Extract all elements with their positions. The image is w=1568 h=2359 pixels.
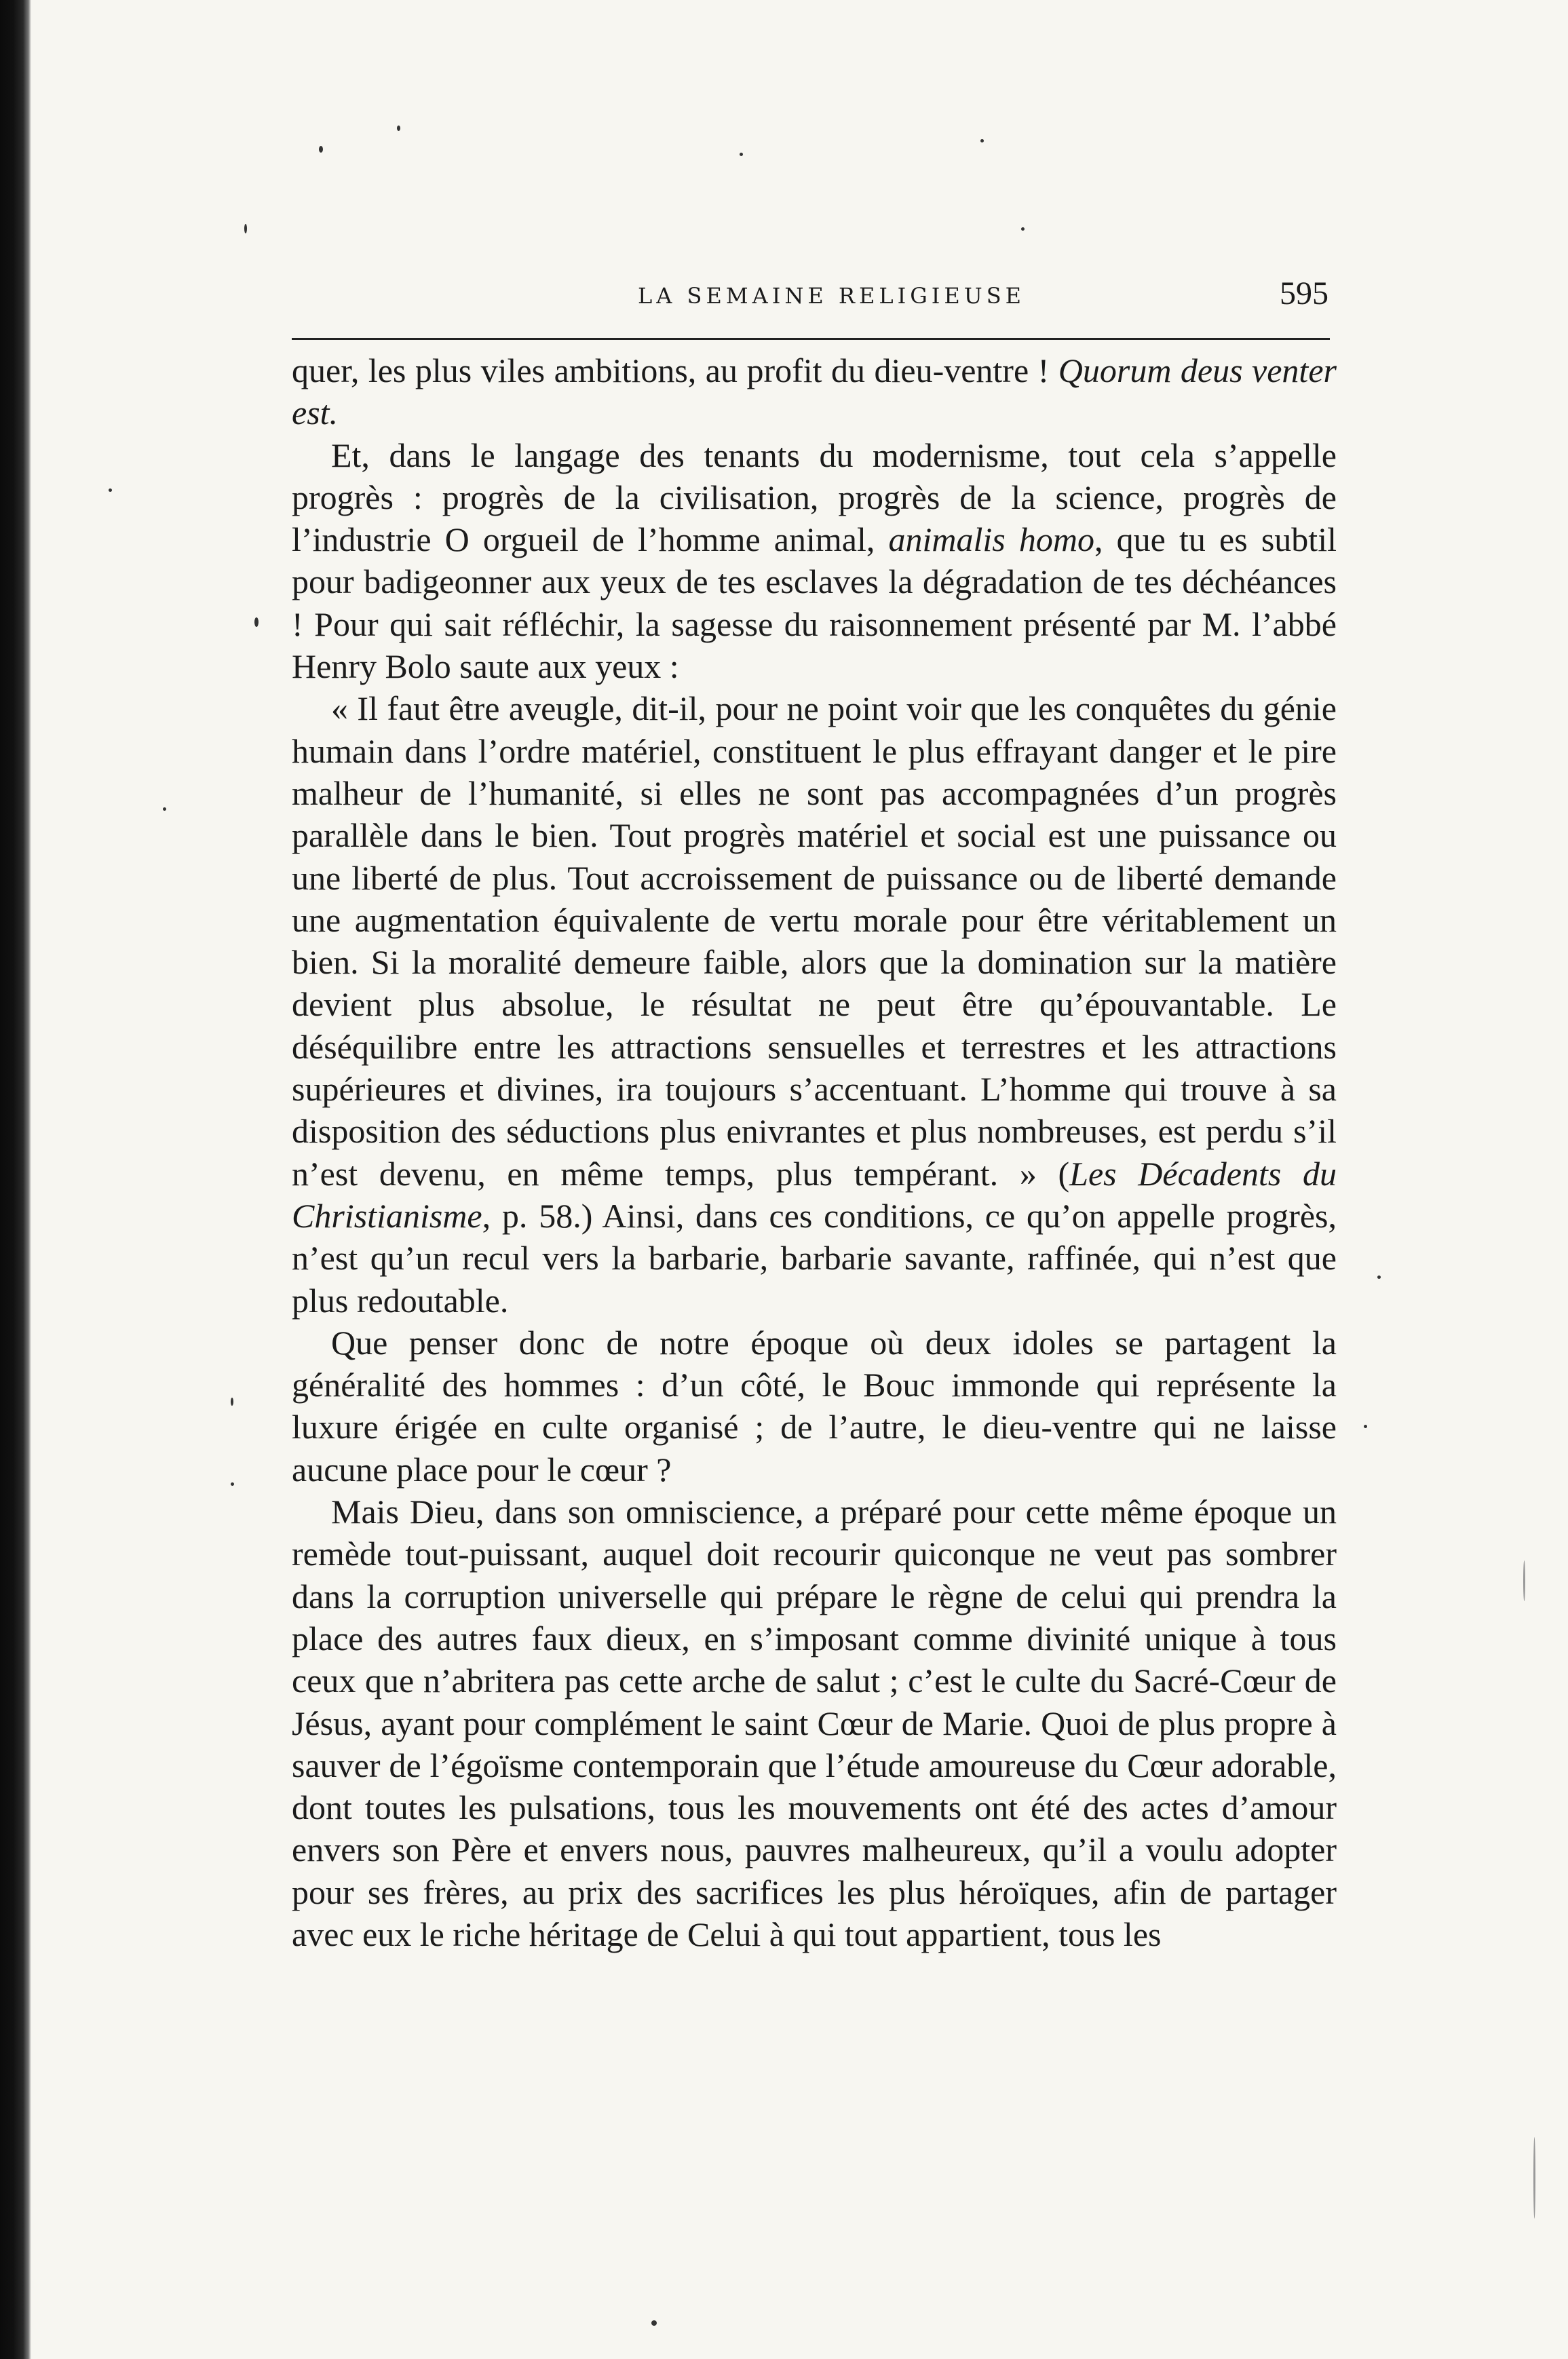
book-citation: Les Décadents du Christianisme [292,1154,1337,1235]
paragraph [292,1491,1337,1955]
paragraph-text: Et, dans le langage des tenants du modernisme, tout cela s’appelle progrès : progrès de la civilisation, progrès de la science, progrès de l’industrie O orgueil de l’homme animal, [292,436,1337,559]
scan-speck [231,1398,233,1406]
paragraph-text: , que tu es subtil pour badigeonner aux yeux de tes esclaves la dégradation de tes déchéances ! Pour qui sait réfléchir, la sagesse du raisonnement présenté par M. l’abbé Henry Bolo saute aux yeux : [292,520,1337,686]
scan-speck [740,153,743,156]
paragraph [292,1322,1337,1491]
paragraph [292,434,1337,688]
scan-speck [1533,2137,1535,2219]
page-header [285,275,1337,329]
scan-speck [980,139,984,142]
scan-speck [254,617,259,627]
book-binding-edge [0,0,31,2359]
scan-speck [244,224,247,233]
latin-phrase: animalis homo [888,520,1095,559]
scan-speck [1523,1560,1525,1601]
paragraph [292,687,1337,1321]
paragraph-text: quer, les plus viles ambitions, au profit du dieu-ventre ! [292,351,1058,389]
paragraph-text: « Il faut être aveugle, dit-il, pour ne point voir que les conquêtes du génie humain dans l’ordre matériel, constituent le plus effrayant danger et le pire malheur de l’humanité, si elles ne sont pas accompagnées d’un progrès parallèle dans le bien. Tout progrès matériel et social est une puissance ou une liberté de plus. Tout accroissement de puissance ou de liberté demande une augmentation équivalente de vertu morale pour être véritablement un bien. Si la moralité demeure faible, alors que la domination sur la matière devient plus absolue, le résultat ne peut être qu’épouvantable. Le déséquilibre entre les attractions sensuelles et terrestres et les attractions supérieures et divines, ira toujours s’accentuant. L’homme qui trouve à sa disposition des séductions plus enivrantes et plus nombreuses, est perdu s’il n’est devenu, en même temps, plus tempérant. » ( [292,689,1337,1193]
running-title: LA SEMAINE RELIGIEUSE [638,283,1026,309]
paragraph [292,349,1337,434]
scan-speck [397,126,400,131]
paragraph-text: , p. 58.) Ainsi, dans ces conditions, ce qu’on appelle progrès, n’est qu’un recul vers la barbarie, barbarie savante, raffinée, qui n’est que plus redoutable. [292,1196,1337,1320]
scan-speck [319,146,323,153]
header-rule [292,338,1330,340]
paragraph-text: Mais Dieu, dans son omniscience, a préparé pour cette même époque un remède tout-puissant, auquel doit recourir quiconque ne veut pas sombrer dans la corruption universelle qui prépare le règne de celui qui prendra la place des autres faux dieux, en s’imposant comme divinité unique à tous ceux que n’abritera pas cette arche de salut ; c’est le culte du Sacré-Cœur de Jésus, ayant pour complément le saint Cœur de Marie. Quoi de plus propre à sauver de l’égoïsme contemporain que l’étude amoureuse du Cœur adorable, dont toutes les pulsations, tous les mouvements ont été des actes d’amour envers son Père et envers nous, pauvres malheureux, qu’il a voulu adopter pour ses frères, au prix des sacrifices les plus héroïques, afin de partager avec eux le riche héritage de Celui à qui tout appartient, tous les [292,1493,1337,1953]
paragraph-text: Que penser donc de notre époque où deux idoles se partagent la généralité des hommes : d’un côté, le Bouc immonde qui représente la luxure érigée en culte organisé ; de l’autre, le dieu-ventre qui ne laisse aucune place pour le cœur ? [292,1323,1337,1489]
page-body [292,349,1337,1955]
scan-speck [231,1482,234,1486]
scan-speck [1377,1276,1381,1279]
scan-speck [1364,1425,1367,1428]
scan-speck [163,807,166,811]
latin-quote: Quorum deus venter est. [292,351,1337,432]
scan-speck [109,488,112,492]
page-number: 595 [1280,275,1328,311]
scan-speck [651,2320,657,2326]
scan-speck [1021,227,1025,231]
